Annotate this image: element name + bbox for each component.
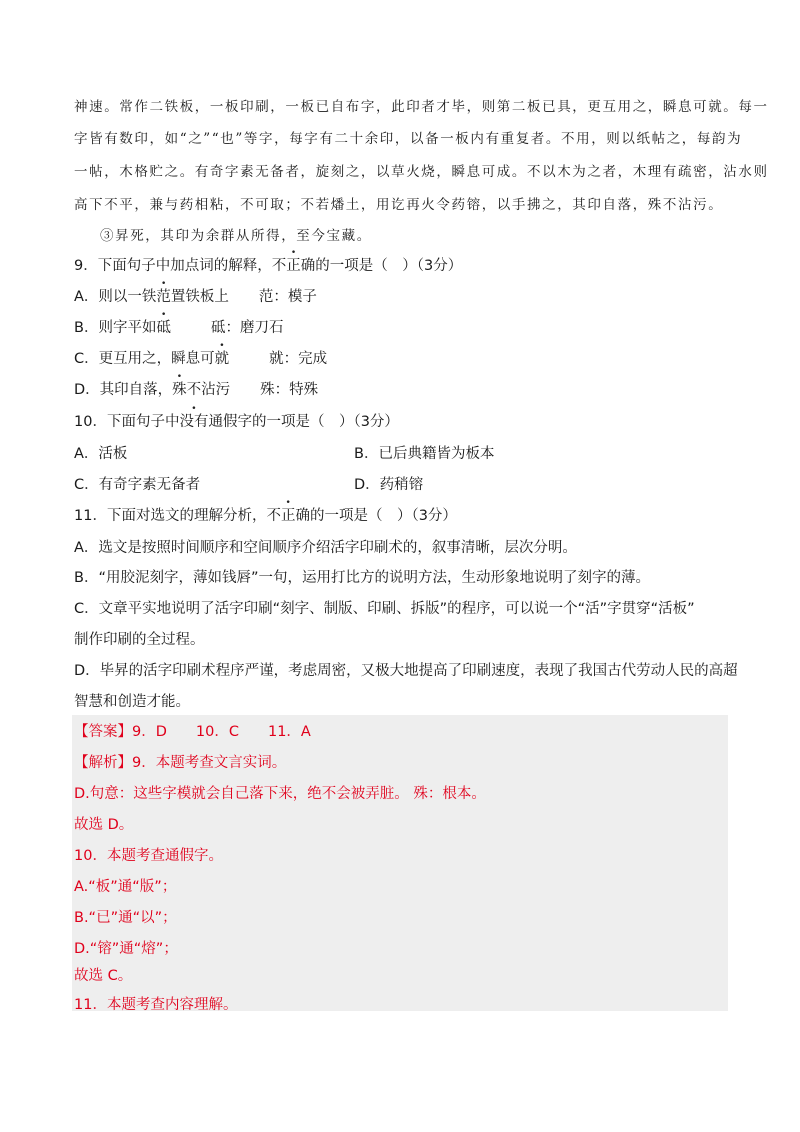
passage-line: 神速。常作二铁板，一板印刷，一板已自布字，此印者才毕，则第二板已具，更互用之，瞬息可就。每一 bbox=[74, 99, 769, 115]
question-9-option-d bbox=[74, 380, 318, 400]
analysis-line: 10．本题考查通假字。 bbox=[74, 848, 223, 864]
stem-text: 的一项是（ ）（3分） bbox=[309, 508, 457, 524]
analysis-line: 11．本题考查内容理解。 bbox=[74, 997, 238, 1013]
analysis-line: 故选 C。 bbox=[74, 968, 133, 984]
passage-line: 高下不平，兼与药相粘，不可取；不若燔土，用讫再火令药镕，以手拂之，其印自落，殊不沾污。 bbox=[74, 197, 724, 213]
option-gloss: 殊：特殊 bbox=[260, 382, 319, 398]
question-10-option-d: D．药稍镕 bbox=[354, 477, 424, 493]
option-gloss: 范：模子 bbox=[258, 289, 317, 305]
stem-text: 10．下面句子中 bbox=[74, 414, 180, 430]
analysis-line: B.“已”通“以”； bbox=[74, 910, 177, 926]
option-gloss: 砥：磨刀石 bbox=[210, 320, 284, 336]
option-text: 置铁板上 bbox=[170, 289, 229, 305]
answer-tag: 【答案】 bbox=[74, 724, 132, 740]
question-11-option-d-cont: 智慧和创造才能。 bbox=[74, 694, 190, 710]
option-text: B．则字平如 bbox=[74, 320, 157, 336]
option-text: 不沾污 bbox=[186, 382, 231, 398]
question-10-stem bbox=[74, 412, 399, 432]
question-11-option-a: A．选文是按照时间顺序和空间顺序介绍活字印刷术的，叙事清晰，层次分明。 bbox=[74, 540, 577, 556]
analysis-tag: 【解析】 bbox=[74, 755, 132, 771]
analysis-line bbox=[74, 753, 286, 773]
question-9-stem bbox=[74, 256, 462, 276]
option-text: A．则以一铁 bbox=[74, 289, 157, 305]
emphasis-dotted-word: 不正确 bbox=[266, 508, 310, 524]
stem-text: 11．下面对选文的理解分析， bbox=[74, 508, 267, 524]
analysis-text: 9．本题考查文言实词。 bbox=[132, 755, 287, 771]
question-11-option-d: D．毕昇的活字印刷术程序严谨，考虑周密，又极大地提高了印刷速度，表现了我国古代劳动人民的高超 bbox=[74, 663, 738, 679]
passage-last-line: ③昇死，其印为余群从所得，至今宝藏。 bbox=[100, 228, 372, 244]
dotted-word: 殊 bbox=[172, 382, 187, 398]
stem-text: 9．下面句子中加点词的解释， bbox=[74, 258, 272, 274]
analysis-line: D.句意：这些字模就会自己落下来，绝不会被弄脏。 殊：根本。 bbox=[74, 786, 486, 802]
analysis-line: D.“镕”通“熔”； bbox=[74, 941, 178, 957]
option-text: C．更互用之，瞬息可 bbox=[74, 351, 215, 367]
emphasis-dotted-word: 不正确 bbox=[271, 258, 316, 274]
question-11-option-b: B．“用胶泥刻字，薄如钱唇”一句，运用打比方的说明方法，生动形象地说明了刻字的薄。 bbox=[74, 570, 650, 586]
answer-line bbox=[74, 722, 311, 742]
question-11-stem bbox=[74, 506, 457, 526]
analysis-line: 故选 D。 bbox=[74, 817, 134, 833]
question-11-option-c-cont: 制作印刷的全过程。 bbox=[74, 632, 205, 648]
question-9-option-c bbox=[74, 349, 327, 369]
question-10-option-a: A．活板 bbox=[74, 446, 128, 462]
question-9-option-a bbox=[74, 287, 317, 307]
dotted-word: 就 bbox=[214, 351, 230, 367]
passage-line: 一帖，木格贮之。有奇字素无备者，旋刻之，以草火烧，瞬息可成。不以木为之者，木理有疏密，沾水则 bbox=[74, 164, 769, 180]
emphasis-dotted-word: 没有 bbox=[179, 414, 209, 430]
analysis-line: A.“板”通“版”； bbox=[74, 879, 177, 895]
question-10-option-c: C．有奇字素无备者 bbox=[74, 477, 201, 493]
dotted-word: 范 bbox=[156, 289, 171, 305]
dotted-word: 砥 bbox=[156, 320, 171, 336]
question-11-option-c: C．文章平实地说明了活字印刷“刻字、制版、印刷、拆版”的程序，可以说一个“活”字贯穿“活板” bbox=[74, 601, 695, 617]
answer-text: 9．D 10．C 11．A bbox=[132, 724, 311, 740]
question-10-option-b: B．已后典籍皆为板本 bbox=[354, 446, 495, 462]
option-gloss: 就：完成 bbox=[269, 351, 328, 367]
stem-text: 的一项是（ ）（3分） bbox=[315, 258, 463, 274]
option-text: D．其印自落， bbox=[74, 382, 173, 398]
passage-line: 字皆有数印，如“之”“也”等字，每字有二十余印，以备一板内有重复者。不用，则以纸帖之，每韵为 bbox=[74, 131, 743, 147]
stem-text: 通假字的一项是（ ）（3分） bbox=[208, 414, 399, 430]
question-9-option-b bbox=[74, 318, 283, 338]
